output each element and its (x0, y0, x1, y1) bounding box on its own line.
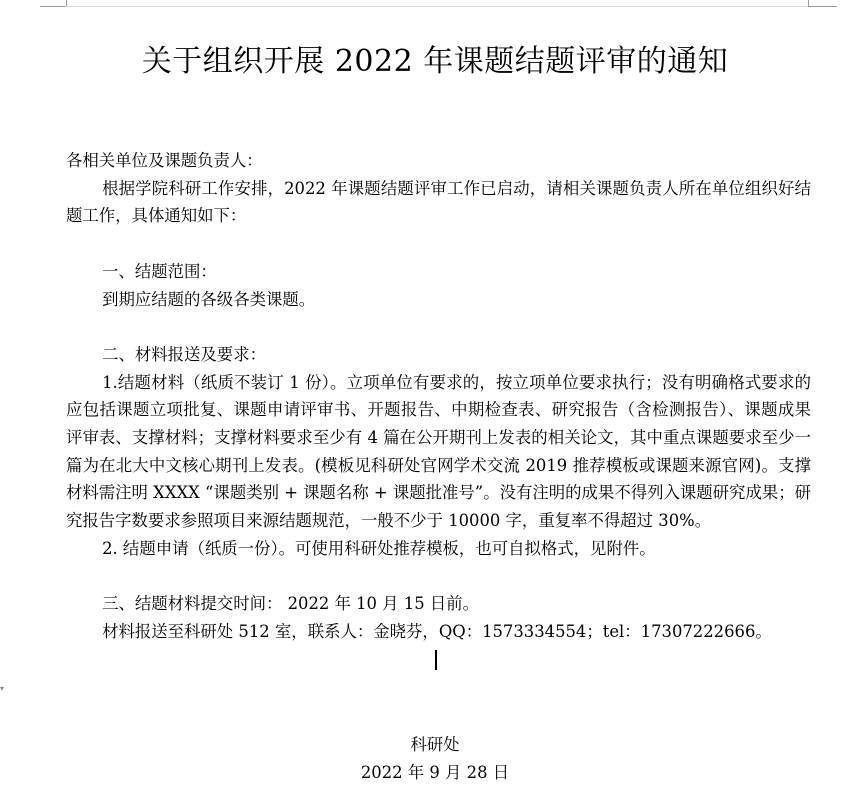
signature-date[interactable]: 2022 年 9 月 28 日 (360, 763, 510, 782)
blank-line[interactable] (66, 230, 811, 258)
section1-content[interactable]: 到期应结题的各级各类课题。 (102, 289, 316, 309)
cursor-line[interactable] (66, 646, 811, 674)
crop-mark-top-right (808, 0, 837, 7)
section1-heading[interactable]: 一、结题范围： (102, 261, 217, 281)
margin-marker-icon: ▾ (0, 684, 5, 693)
blank-line[interactable] (66, 313, 811, 341)
section3-heading[interactable]: 三、结题材料提交时间： 2022 年 10 月 15 日前。 (102, 594, 480, 614)
text-cursor (435, 650, 437, 670)
blank-line[interactable] (66, 563, 811, 591)
section2-item2[interactable]: 2. 结题申请（纸质一份）。可使用科研处推荐模板，也可自拟格式，见附件。 (102, 538, 656, 558)
section3-contact[interactable]: 材料报送至科研处 512 室，联系人：金晓芬，QQ：1573334554；tel：17307222666。 (102, 621, 772, 641)
document-body[interactable] (66, 147, 811, 673)
section2-item1[interactable]: 1.结题材料（纸质不装订 1 份）。立项单位有要求的，按立项单位要求执行；没有明确格式要求的应包括课题立项批复、课题申请评审书、开题报告、中期检查表、研究报告（含检测报告）、课题成果评审表、支撑材料；支撑材料要求至少有 4 篇在公开期刊上发表的相关论文，其中重点课题要求至少一篇为在北大中文核心期刊上发表。(模板见科研处官网学术交流 2019 推荐模板或课题来源官网)。支撑材料需注明 XXXX “课题类别 + 课题名称 + 课题批准号”。没有注明的成果不得列入课题研究成果；研究报告字数要求参照项目来源结题规范，一般不少于 10000 字，重复率不得超过 30%。 (66, 372, 812, 531)
page-top-border (66, 6, 808, 7)
intro-paragraph[interactable]: 根据学院科研工作安排，2022 年课题结题评审工作已启动，请相关课题负责人所在单位组织好结题工作，具体通知如下： (66, 178, 811, 226)
document-title[interactable]: 关于组织开展 2022 年课题结题评审的通知 (141, 44, 729, 79)
signature-org[interactable]: 科研处 (410, 735, 460, 754)
crop-mark-top-left (40, 0, 67, 7)
section2-heading[interactable]: 二、材料报送及要求： (102, 344, 266, 364)
greeting-paragraph[interactable]: 各相关单位及课题负责人： (66, 151, 263, 170)
